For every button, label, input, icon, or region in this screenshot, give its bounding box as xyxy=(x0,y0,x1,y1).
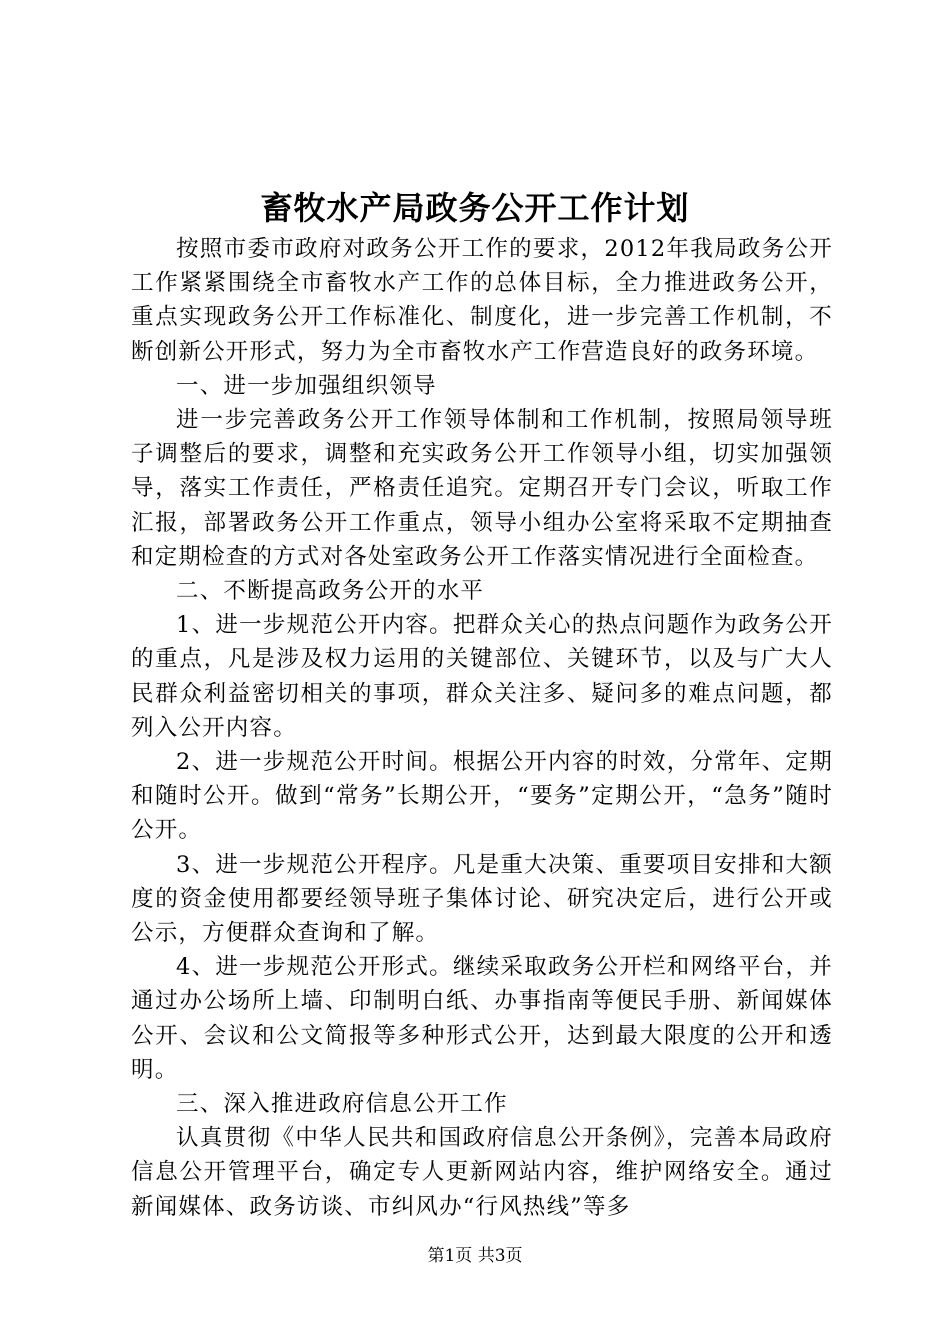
section-heading-1: 一、进一步加强组织领导 xyxy=(176,372,437,399)
section-heading-3: 三、深入推进政府信息公开工作 xyxy=(176,1091,508,1118)
section-3-paragraph: 认真贯彻《中华人民共和国政府信息公开条例》，完善本局政府信息公开管理平台，确定专人更新网站内容，维护网络安全。通过新闻媒体、政务访谈、市纠风办“行风热线”等多 xyxy=(131,1125,833,1220)
section-2-item-3: 3、进一步规范公开程序。凡是重大决策、重要项目安排和大额度的资金使用都要经领导班子集体讨论、研究决定后，进行公开或公示，方便群众查询和了解。 xyxy=(131,851,833,947)
document-title: 畜牧水产局政务公开工作计划 xyxy=(260,189,690,227)
intro-paragraph: 按照市委市政府对政务公开工作的要求，2012年我局政务公开工作紧紧围绕全市畜牧水产工作的总体目标，全力推进政务公开，重点实现政务公开工作标准化、制度化，进一步完善工作机制，不断创新公开形式，努力为全市畜牧水产工作营造良好的政务环境。 xyxy=(131,236,833,365)
section-1-paragraph: 进一步完善政务公开工作领导体制和工作机制，按照局领导班子调整后的要求，调整和充实政务公开工作领导小组，切实加强领导，落实工作责任，严格责任追究。定期召开专门会议，听取工作汇报，部署政务公开工作重点，领导小组办公室将采取不定期抽查和定期检查的方式对各处室政务公开工作落实情况进行全面检查。 xyxy=(131,407,833,570)
section-heading-2: 二、不断提高政务公开的水平 xyxy=(176,578,485,605)
document-body xyxy=(131,232,833,1224)
section-2-item-4: 4、进一步规范公开形式。继续采取政务公开栏和网络平台，并通过办公场所上墙、印制明白纸、办事指南等便民手册、新闻媒体公开、会议和公文简报等多种形式公开，达到最大限度的公开和透明。 xyxy=(131,954,833,1083)
section-2-item-1: 1、进一步规范公开内容。把群众关心的热点问题作为政务公开的重点，凡是涉及权力运用的关键部位、关键环节，以及与广大人民群众利益密切相关的事项，群众关注多、疑问多的难点问题，都列入公开内容。 xyxy=(131,612,833,741)
section-2-item-2: 2、进一步规范公开时间。根据公开内容的时效，分常年、定期和随时公开。做到“常务”长期公开，“要务”定期公开，“急务”随时公开。 xyxy=(131,749,833,844)
page-footer: 第1页 共3页 xyxy=(427,1246,523,1266)
